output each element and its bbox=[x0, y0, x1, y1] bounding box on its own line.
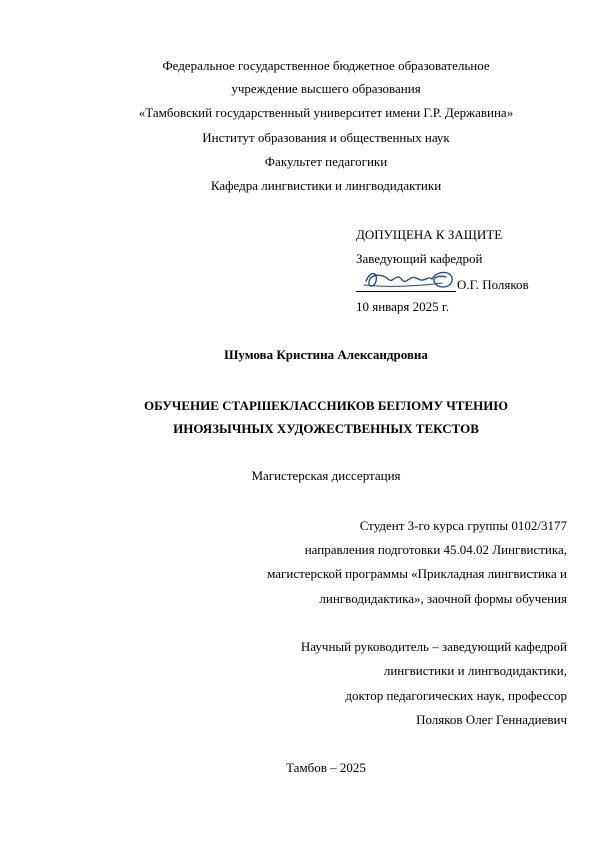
supervisor-line: доктор педагогических наук, профессор bbox=[345, 688, 567, 703]
title-line: ОБУЧЕНИЕ СТАРШЕКЛАССНИКОВ БЕГЛОМУ ЧТЕНИЮ bbox=[144, 398, 508, 413]
approval-role: Заведующий кафедрой bbox=[356, 251, 483, 266]
supervisor-line: Научный руководитель – заведующий кафедрой bbox=[300, 639, 567, 654]
supervisor-line: лингвистики и лингводидактики, bbox=[383, 663, 567, 678]
student-line: магистерской программы «Прикладная лингвистика и bbox=[267, 566, 567, 581]
header-line: «Тамбовский государственный университет имени Г.Р. Державина» bbox=[138, 105, 514, 120]
student-line: Студент 3-го курса группы 0102/3177 bbox=[359, 518, 567, 533]
title-line: ИНОЯЗЫЧНЫХ ХУДОЖЕСТВЕННЫХ ТЕКСТОВ bbox=[173, 421, 479, 436]
header-line: Кафедра лингвистики и лингводидактики bbox=[210, 178, 442, 193]
approval-status: ДОПУЩЕНА К ЗАЩИТЕ bbox=[356, 227, 503, 242]
header-line: учреждение высшего образования bbox=[231, 81, 421, 96]
student-line: лингводидактика», заочной формы обучения bbox=[319, 591, 567, 606]
student-line: направления подготовки 45.04.02 Лингвистика, bbox=[304, 542, 567, 557]
signatory-name: О.Г. Поляков bbox=[457, 277, 529, 292]
handwritten-signature bbox=[362, 267, 458, 293]
author-name: Шумова Кристина Александровна bbox=[224, 347, 428, 362]
signature-row bbox=[356, 275, 556, 295]
approval-date: 10 января 2025 г. bbox=[356, 299, 450, 314]
work-type: Магистерская диссертация bbox=[251, 468, 401, 483]
city-year: Тамбов – 2025 bbox=[286, 760, 366, 775]
header-line: Институт образования и общественных наук bbox=[202, 130, 450, 145]
supervisor-line: Поляков Олег Геннадиевич bbox=[416, 712, 567, 727]
header-line: Федеральное государственное бюджетное образовательное bbox=[162, 58, 490, 73]
header-line: Факультет педагогики bbox=[264, 154, 388, 169]
